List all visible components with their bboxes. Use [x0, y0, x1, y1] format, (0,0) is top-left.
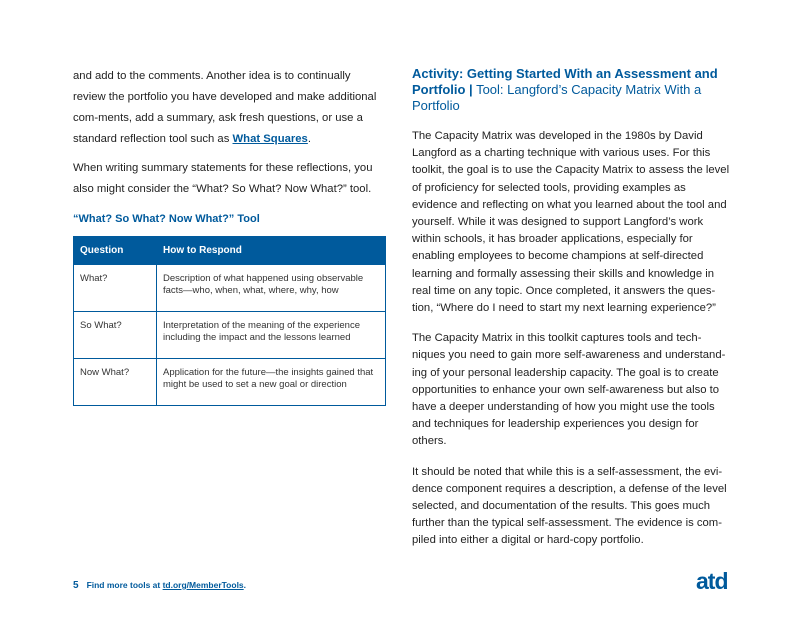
body-paragraph: The Capacity Matrix was developed in the 1980s by David Langford as a charting technique with various uses. For this toolkit, the goal is to use the Capacity Matrix to assess the level of proficiency for selected tools, providing examples as evidence and reflecting on what you learned about the tool and yourself. While it was designed to support Langford’s work within schools, it has broader applications, especially for enabling employees to become champions at self-directed learning and formally assessing their skills and knowledge in real time on any topic. Once completed, it answers the ques-tion, “Where do I need to start my next learning experience?” [412, 130, 730, 315]
table-cell-response: Interpretation of the meaning of the experience including the impact and the lessons learned [157, 312, 386, 359]
footer-end: . [243, 580, 247, 590]
activity-title [412, 66, 732, 114]
table-cell-question: What? [74, 265, 157, 312]
intro-paragraph [73, 66, 385, 150]
left-column [73, 66, 385, 406]
body-paragraph: The Capacity Matrix in this toolkit captures tools and tech-niques you need to gain more self-awareness and understand-ing of your personal leadership capacity. The goal is to create opportunities to enhance your own self-awareness but also to have a deeper understanding of how you might use the tools and techniques for leadership experiences you design for others. [412, 332, 726, 448]
table-row [74, 359, 386, 406]
right-column [412, 66, 732, 550]
header-how-to-respond: How to Respond [157, 237, 386, 265]
table-row [74, 265, 386, 312]
table-header-row [74, 237, 386, 265]
intro-end: . [307, 133, 311, 145]
reflection-table [73, 236, 386, 406]
member-tools-link[interactable]: td.org/MemberTools [162, 580, 244, 590]
intro-text: and add to the comments. Another idea is to continually review the portfolio you have developed and make additional com-ments, add a summary, ask fresh questions, or use a standard reflection tool such as [73, 70, 377, 145]
page-number: 5 [73, 580, 79, 591]
table-cell-question: Now What? [74, 359, 157, 406]
table-cell-question: So What? [74, 312, 157, 359]
table-cell-response: Application for the future—the insights gained that might be used to set a new goal or direction [157, 359, 386, 406]
header-question: Question [74, 237, 157, 265]
page-footer [73, 580, 246, 591]
table-title: “What? So What? Now What?” Tool [73, 213, 260, 225]
table-row [74, 312, 386, 359]
footer-text: Find more tools at [86, 580, 163, 590]
body-paragraph: It should be noted that while this is a self-assessment, the evi-dence component requires a description, a defense of the level selected, and documentation of the results. This goes much further than the typical self-assessment. The evidence is com-piled into either a digital or hard-copy portfolio. [412, 465, 727, 547]
atd-logo: atd [696, 568, 728, 594]
activity-title-tool: Tool: Langford’s Capacity Matrix With a Portfolio [412, 82, 702, 113]
what-squares-link[interactable]: What Squares [232, 133, 308, 145]
summary-paragraph: When writing summary statements for these reflections, you also might consider the “What? So What? Now What?” tool. [73, 162, 373, 195]
table-cell-response: Description of what happened using observable facts—who, when, what, where, why, how [157, 265, 386, 312]
activity-title-bold: Activity: Getting Started With an Assessment and Portfolio | [412, 66, 718, 97]
